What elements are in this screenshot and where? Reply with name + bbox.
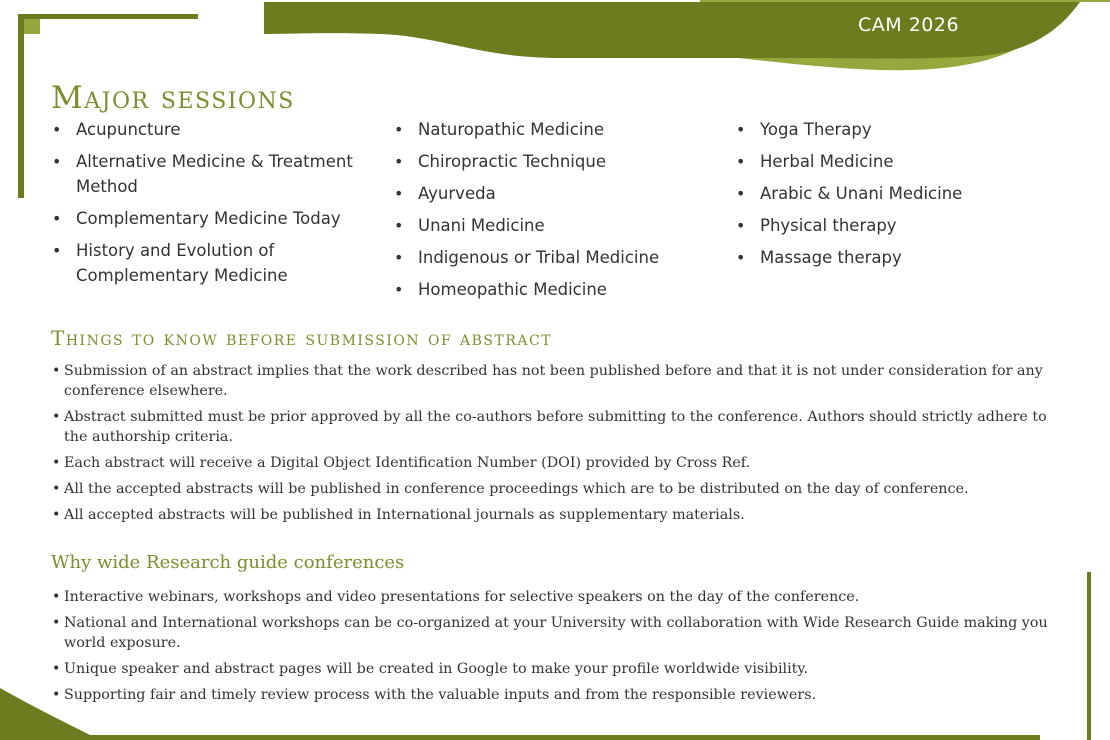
- sessions-column-3: [736, 117, 1056, 277]
- bottom-line: [90, 735, 1040, 740]
- sessions-column-1: [52, 117, 372, 295]
- session-item: • History and Evolution of Complementary Medicine: [52, 238, 372, 288]
- session-item: • Arabic & Unani Medicine: [736, 181, 1056, 206]
- list-item: • Each abstract will receive a Digital Object Identification Number (DOI) provided by Cross Ref.: [50, 453, 1050, 473]
- session-item: • Complementary Medicine Today: [52, 206, 372, 231]
- session-item: • Acupuncture: [52, 117, 372, 142]
- list-item: • All the accepted abstracts will be published in conference proceedings which are to be distributed on the day of conference.: [50, 479, 1050, 499]
- session-item: • Yoga Therapy: [736, 117, 1056, 142]
- list-item: • Interactive webinars, workshops and video presentations for selective speakers on the day of the conference.: [50, 587, 1050, 607]
- session-item: • Physical therapy: [736, 213, 1056, 238]
- session-item: • Unani Medicine: [394, 213, 714, 238]
- right-edge-line: [1087, 572, 1091, 740]
- list-item: • All accepted abstracts will be published in International journals as supplementary materials.: [50, 505, 1050, 525]
- list-item: • Submission of an abstract implies that the work described has not been published before and that it is not under consideration for any conference elsewhere.: [50, 361, 1050, 401]
- brand-label: CAM 2026: [858, 14, 960, 36]
- list-item: • Unique speaker and abstract pages will be created in Google to make your profile worldwide visibility.: [50, 659, 1050, 679]
- session-item: • Ayurveda: [394, 181, 714, 206]
- session-item: • Indigenous or Tribal Medicine: [394, 245, 714, 270]
- corner-bracket-accent: [24, 19, 40, 34]
- sessions-column-2: [394, 117, 714, 309]
- session-item: • Herbal Medicine: [736, 149, 1056, 174]
- session-item: • Naturopathic Medicine: [394, 117, 714, 142]
- why-title: Why wide Research guide conferences: [51, 552, 405, 573]
- why-list: [50, 587, 1050, 711]
- session-item: • Chiropractic Technique: [394, 149, 714, 174]
- things-to-know-list: [50, 361, 1050, 531]
- list-item: • Abstract submitted must be prior approved by all the co-authors before submitting to the conference. Authors should strictly adhere to the authorship criteria.: [50, 407, 1050, 447]
- things-to-know-title: Things to know before submission of abstract: [51, 326, 553, 350]
- list-item: • National and International workshops can be co-organized at your University with collaboration with Wide Research Guide making you world exposure.: [50, 613, 1050, 653]
- major-sessions-title: Major sessions: [51, 80, 295, 116]
- session-item: • Alternative Medicine & Treatment Method: [52, 149, 372, 199]
- list-item: • Supporting fair and timely review process with the valuable inputs and from the responsible reviewers.: [50, 685, 1050, 705]
- session-item: • Homeopathic Medicine: [394, 277, 714, 302]
- session-item: • Massage therapy: [736, 245, 1056, 270]
